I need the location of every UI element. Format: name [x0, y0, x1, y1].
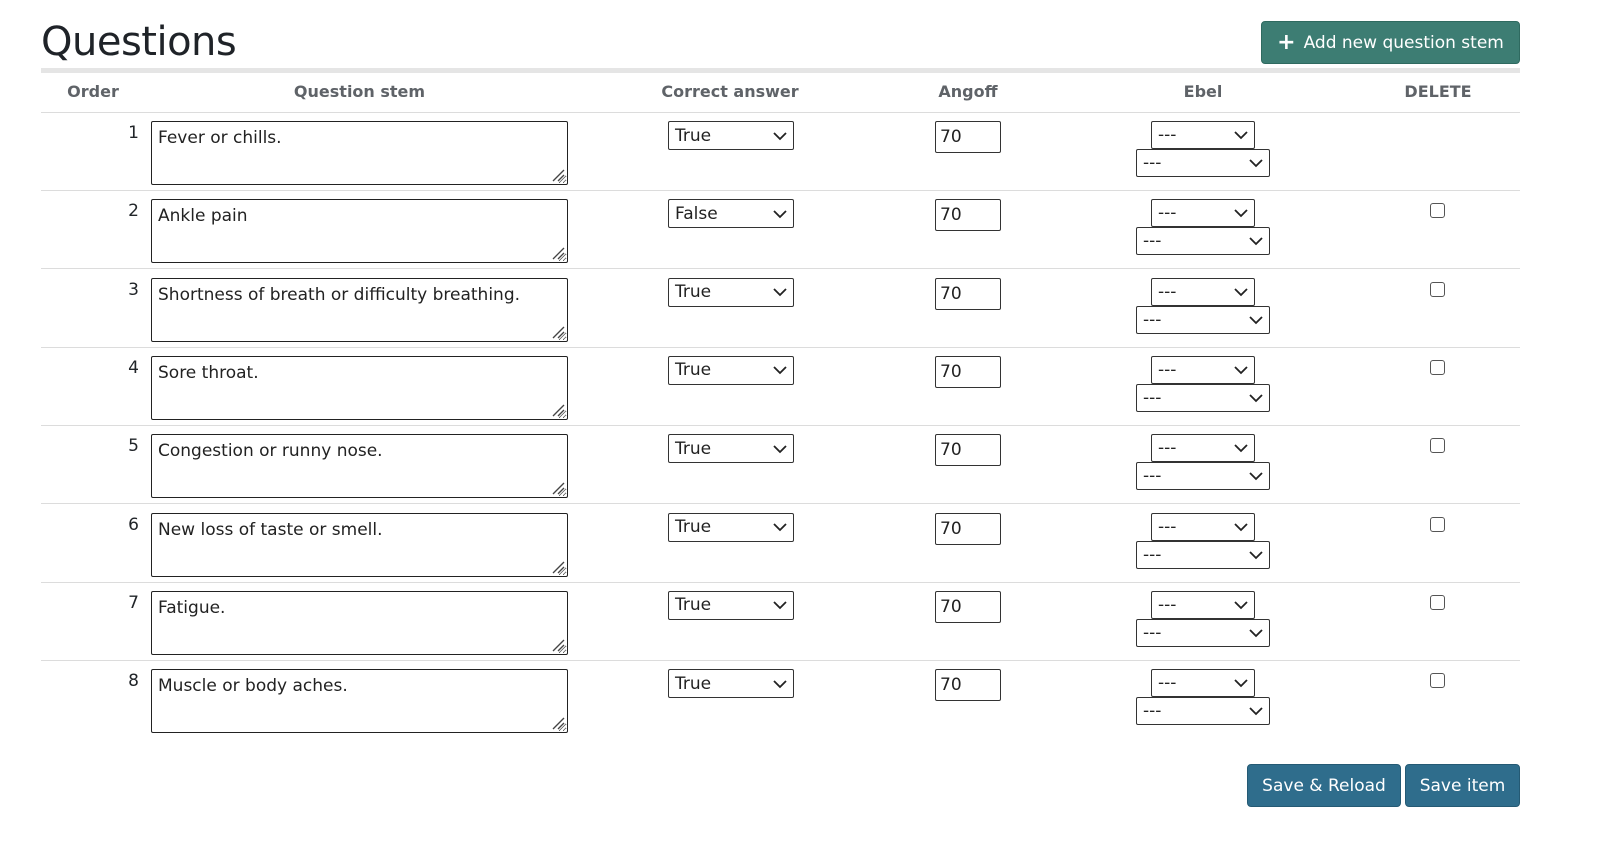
ebel-difficulty-select[interactable] — [1136, 462, 1270, 490]
question-stem-textarea[interactable] — [151, 356, 568, 420]
ebel-relevance-value: --- — [1158, 594, 1177, 615]
header-question-stem: Question stem — [293, 82, 426, 101]
correct-answer-select[interactable] — [668, 434, 794, 463]
correct-answer-value: True — [675, 125, 712, 146]
ebel-difficulty-value: --- — [1143, 466, 1162, 487]
table-row — [41, 348, 1520, 426]
question-stem-textarea[interactable] — [151, 121, 568, 185]
correct-answer-value: True — [675, 595, 712, 616]
angoff-input[interactable] — [935, 434, 1001, 466]
correct-answer-select[interactable] — [668, 513, 794, 542]
ebel-relevance-value: --- — [1158, 516, 1177, 537]
correct-answer-value: True — [675, 360, 712, 381]
angoff-input[interactable] — [935, 278, 1001, 310]
ebel-difficulty-value: --- — [1143, 309, 1162, 330]
ebel-relevance-select[interactable] — [1151, 669, 1255, 697]
add-question-stem-button[interactable] — [1261, 21, 1520, 64]
question-stem-textarea[interactable] — [151, 513, 568, 577]
ebel-relevance-value: --- — [1158, 281, 1177, 302]
chevron-down-icon — [1234, 365, 1248, 375]
correct-answer-select[interactable] — [668, 121, 794, 150]
ebel-difficulty-select[interactable] — [1136, 306, 1270, 334]
table-row — [41, 270, 1520, 348]
chevron-down-icon — [1249, 393, 1263, 403]
question-stem-textarea[interactable] — [151, 434, 568, 498]
chevron-down-icon — [773, 679, 787, 689]
row-order: 6 — [128, 514, 139, 535]
delete-checkbox[interactable] — [1430, 438, 1445, 453]
ebel-relevance-select[interactable] — [1151, 278, 1255, 306]
correct-answer-value: True — [675, 517, 712, 537]
row-order: 5 — [128, 436, 139, 457]
plus-icon: + — [1277, 29, 1296, 55]
delete-checkbox[interactable] — [1430, 673, 1445, 688]
row-order: 4 — [128, 357, 139, 378]
ebel-difficulty-select[interactable] — [1136, 697, 1270, 725]
header-angoff: Angoff — [938, 82, 998, 101]
chevron-down-icon — [773, 209, 787, 219]
header-ebel: Ebel — [1183, 82, 1223, 101]
correct-answer-select[interactable] — [668, 591, 794, 620]
chevron-down-icon — [1234, 678, 1248, 688]
ebel-difficulty-select[interactable] — [1136, 384, 1270, 412]
correct-answer-select[interactable] — [668, 199, 794, 228]
ebel-difficulty-value: --- — [1143, 544, 1162, 565]
row-order: 3 — [128, 279, 139, 300]
ebel-relevance-value: --- — [1158, 203, 1177, 224]
chevron-down-icon — [1249, 550, 1263, 560]
save-reload-button[interactable]: Save & Reload — [1247, 764, 1401, 807]
angoff-input[interactable] — [935, 199, 1001, 231]
ebel-difficulty-value: --- — [1143, 701, 1162, 722]
ebel-difficulty-value: --- — [1143, 387, 1162, 408]
delete-checkbox[interactable] — [1430, 360, 1445, 375]
angoff-input[interactable] — [935, 121, 1001, 153]
chevron-down-icon — [1234, 208, 1248, 218]
chevron-down-icon — [1234, 287, 1248, 297]
ebel-relevance-select[interactable] — [1151, 513, 1255, 541]
chevron-down-icon — [1249, 315, 1263, 325]
chevron-down-icon — [1249, 158, 1263, 168]
row-order: 8 — [128, 671, 139, 692]
ebel-difficulty-select[interactable] — [1136, 149, 1270, 177]
row-order: 2 — [128, 201, 139, 222]
ebel-relevance-select[interactable] — [1151, 356, 1255, 384]
ebel-difficulty-select[interactable] — [1136, 227, 1270, 255]
table-row — [41, 426, 1520, 504]
add-question-stem-label: Add new question stem — [1303, 32, 1504, 53]
correct-answer-value: True — [675, 438, 712, 459]
chevron-down-icon — [773, 287, 787, 297]
chevron-down-icon — [773, 365, 787, 375]
ebel-relevance-select[interactable] — [1151, 199, 1255, 227]
chevron-down-icon — [1249, 628, 1263, 638]
chevron-down-icon — [1234, 130, 1248, 140]
row-order: 7 — [128, 592, 139, 613]
chevron-down-icon — [1234, 600, 1248, 610]
header-order: Order — [67, 82, 119, 101]
chevron-down-icon — [1249, 471, 1263, 481]
correct-answer-select[interactable] — [668, 356, 794, 385]
correct-answer-select[interactable] — [668, 669, 794, 698]
save-item-button[interactable]: Save item — [1405, 764, 1520, 807]
title-divider — [41, 68, 1520, 73]
chevron-down-icon — [1234, 443, 1248, 453]
correct-answer-value: True — [675, 673, 712, 694]
correct-answer-value: True — [675, 282, 712, 303]
ebel-relevance-value: --- — [1158, 359, 1177, 380]
ebel-difficulty-value: --- — [1143, 153, 1162, 173]
chevron-down-icon — [1249, 236, 1263, 246]
angoff-input[interactable] — [935, 591, 1001, 623]
delete-checkbox[interactable] — [1430, 282, 1445, 297]
question-stem-textarea[interactable] — [151, 669, 568, 733]
question-stem-textarea[interactable] — [151, 278, 568, 342]
chevron-down-icon — [1234, 522, 1248, 532]
question-stem-textarea[interactable] — [151, 591, 568, 655]
ebel-relevance-value: --- — [1158, 125, 1177, 145]
chevron-down-icon — [773, 600, 787, 610]
ebel-relevance-value: --- — [1158, 673, 1177, 694]
table-row — [41, 505, 1520, 583]
delete-checkbox[interactable] — [1430, 517, 1445, 532]
ebel-relevance-value: --- — [1158, 438, 1177, 459]
correct-answer-select[interactable] — [668, 278, 794, 307]
table-row — [41, 583, 1520, 661]
angoff-input[interactable] — [935, 669, 1001, 701]
ebel-difficulty-value: --- — [1143, 231, 1162, 252]
delete-checkbox[interactable] — [1430, 595, 1445, 610]
correct-answer-value: False — [675, 203, 718, 224]
delete-checkbox[interactable] — [1430, 203, 1445, 218]
ebel-relevance-select[interactable] — [1151, 121, 1255, 149]
ebel-relevance-select[interactable] — [1151, 434, 1255, 462]
chevron-down-icon — [773, 131, 787, 141]
header-delete: DELETE — [1404, 82, 1472, 101]
table-row — [41, 113, 1520, 191]
angoff-input[interactable] — [935, 356, 1001, 388]
table-row — [41, 191, 1520, 269]
row-order: 1 — [128, 123, 139, 143]
ebel-relevance-select[interactable] — [1151, 591, 1255, 619]
angoff-input[interactable] — [935, 513, 1001, 545]
header-correct-answer: Correct answer — [661, 82, 799, 101]
ebel-difficulty-select[interactable] — [1136, 619, 1270, 647]
chevron-down-icon — [1249, 706, 1263, 716]
ebel-difficulty-select[interactable] — [1136, 541, 1270, 569]
table-row — [41, 661, 1520, 739]
page-title: Questions — [41, 19, 237, 65]
chevron-down-icon — [773, 522, 787, 532]
ebel-difficulty-value: --- — [1143, 622, 1162, 643]
question-stem-textarea[interactable] — [151, 199, 568, 263]
chevron-down-icon — [773, 444, 787, 454]
